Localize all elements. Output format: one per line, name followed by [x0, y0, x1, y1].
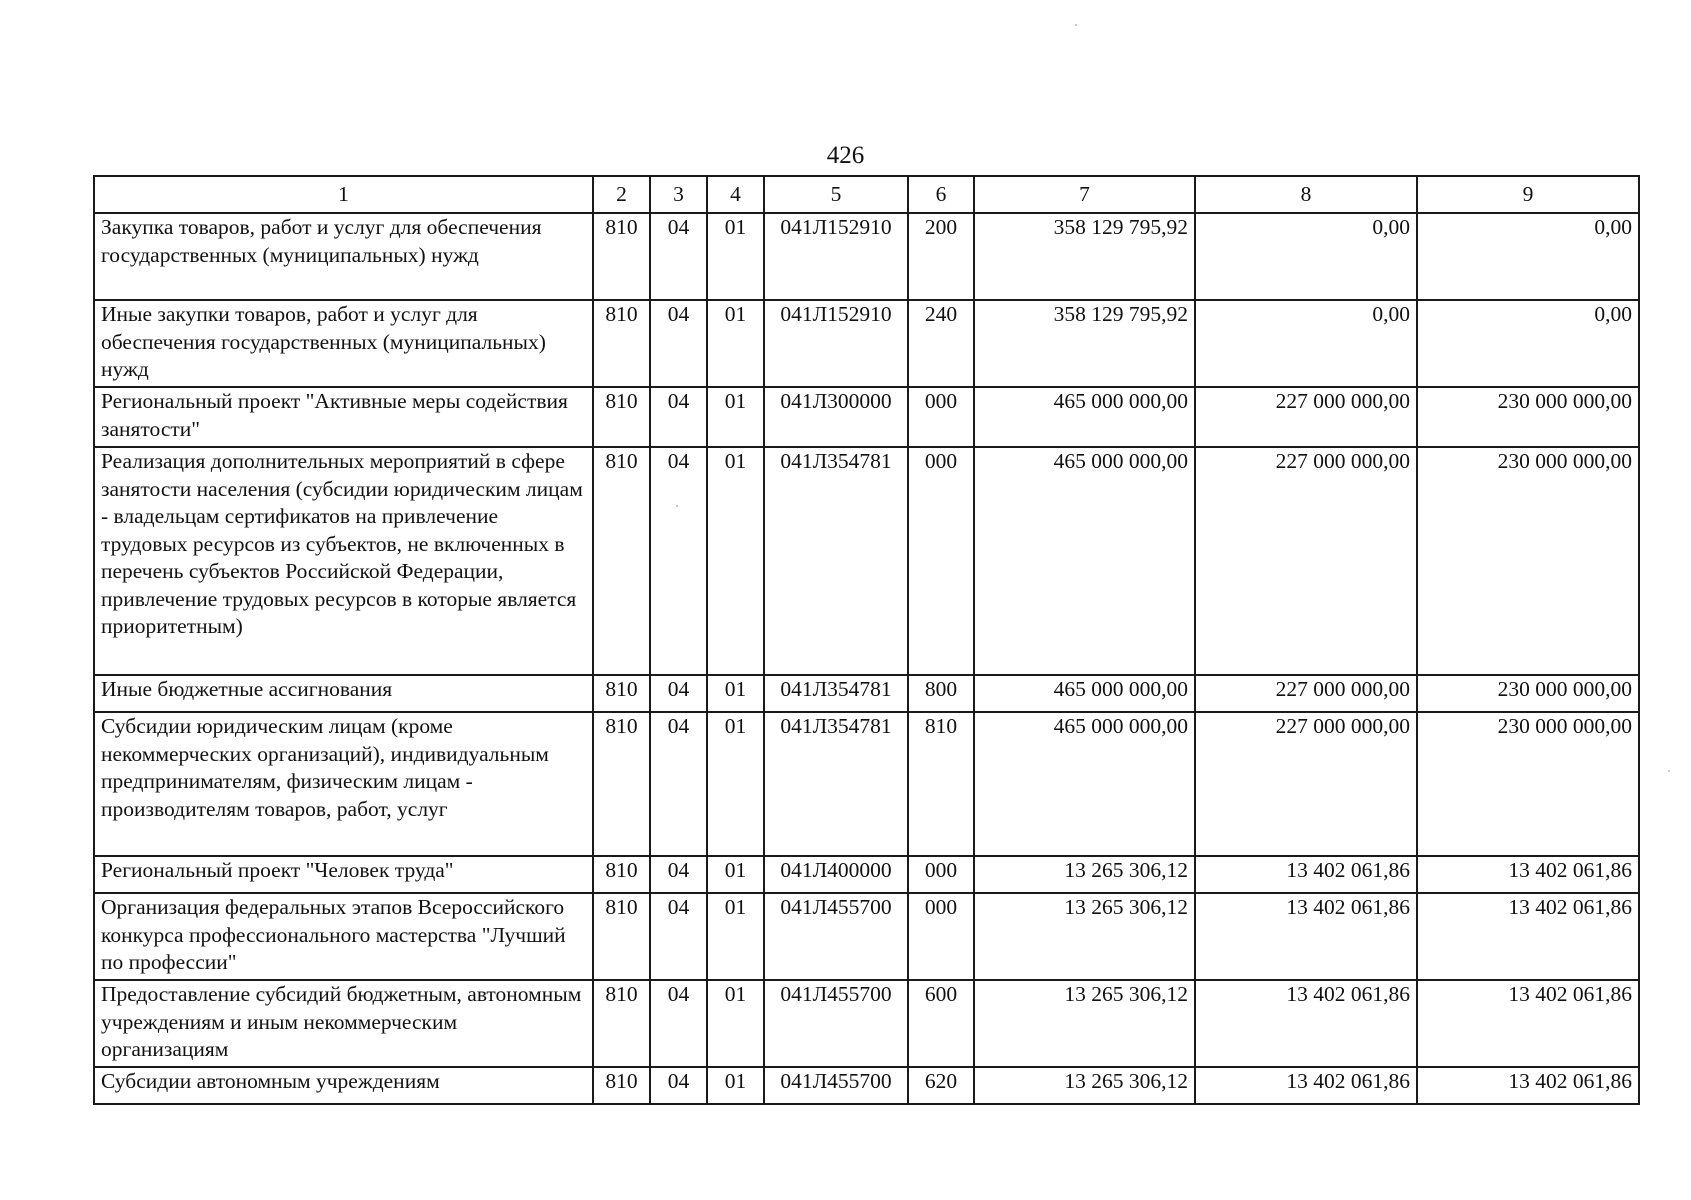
amount-col-7: 358 129 795,92	[974, 300, 1195, 387]
subsection-code: 01	[707, 980, 764, 1067]
section-code: 04	[650, 712, 707, 856]
table-row	[94, 675, 1639, 712]
expense-type-code: 000	[908, 893, 974, 980]
amount-col-9: 230 000 000,00	[1417, 675, 1639, 712]
target-article-code: 041Л152910	[764, 300, 908, 387]
table-row	[94, 893, 1639, 980]
subsection-code: 01	[707, 893, 764, 980]
scan-speck	[1668, 770, 1670, 772]
target-article-code: 041Л455700	[764, 980, 908, 1067]
amount-col-9: 0,00	[1417, 300, 1639, 387]
section-code: 04	[650, 300, 707, 387]
section-code: 04	[650, 675, 707, 712]
amount-col-7: 465 000 000,00	[974, 387, 1195, 447]
amount-col-8: 0,00	[1195, 300, 1417, 387]
section-code: 04	[650, 213, 707, 300]
expense-type-code: 240	[908, 300, 974, 387]
subsection-code: 01	[707, 856, 764, 893]
row-name: Региональный проект "Человек труда"	[94, 856, 593, 893]
amount-col-7: 465 000 000,00	[974, 712, 1195, 856]
expense-type-code: 620	[908, 1067, 974, 1104]
col-header-6: 6	[908, 176, 974, 213]
budget-table	[93, 175, 1640, 1105]
target-article-code: 041Л354781	[764, 712, 908, 856]
ved-code: 810	[593, 447, 650, 675]
scan-speck	[1075, 24, 1077, 26]
col-header-8: 8	[1195, 176, 1417, 213]
target-article-code: 041Л354781	[764, 675, 908, 712]
table-row	[94, 712, 1639, 856]
ved-code: 810	[593, 213, 650, 300]
row-name: Субсидии юридическим лицам (кроме некоммерческих организаций), индивидуальным предпринимателям, физическим лицам - производителям товаров, работ, услуг	[94, 712, 593, 856]
table-body	[94, 213, 1639, 1104]
amount-col-7: 13 265 306,12	[974, 856, 1195, 893]
subsection-code: 01	[707, 1067, 764, 1104]
ved-code: 810	[593, 980, 650, 1067]
amount-col-7: 13 265 306,12	[974, 980, 1195, 1067]
col-header-7: 7	[974, 176, 1195, 213]
ved-code: 810	[593, 1067, 650, 1104]
subsection-code: 01	[707, 712, 764, 856]
row-name: Субсидии автономным учреждениям	[94, 1067, 593, 1104]
ved-code: 810	[593, 712, 650, 856]
amount-col-9: 230 000 000,00	[1417, 712, 1639, 856]
subsection-code: 01	[707, 447, 764, 675]
row-name: Иные закупки товаров, работ и услуг для обеспечения государственных (муниципальных) нужд	[94, 300, 593, 387]
amount-col-8: 227 000 000,00	[1195, 675, 1417, 712]
section-code: 04	[650, 856, 707, 893]
amount-col-9: 230 000 000,00	[1417, 387, 1639, 447]
section-code: 04	[650, 893, 707, 980]
row-name: Предоставление субсидий бюджетным, автономным учреждениям и иным некоммерческим организациям	[94, 980, 593, 1067]
section-code: 04	[650, 447, 707, 675]
target-article-code: 041Л300000	[764, 387, 908, 447]
amount-col-9: 13 402 061,86	[1417, 856, 1639, 893]
amount-col-8: 13 402 061,86	[1195, 893, 1417, 980]
target-article-code: 041Л400000	[764, 856, 908, 893]
amount-col-7: 13 265 306,12	[974, 1067, 1195, 1104]
row-name: Региональный проект "Активные меры содействия занятости"	[94, 387, 593, 447]
col-header-1: 1	[94, 176, 593, 213]
amount-col-7: 358 129 795,92	[974, 213, 1195, 300]
ved-code: 810	[593, 675, 650, 712]
section-code: 04	[650, 387, 707, 447]
table-header	[94, 176, 1639, 213]
amount-col-8: 227 000 000,00	[1195, 447, 1417, 675]
expense-type-code: 200	[908, 213, 974, 300]
row-name: Иные бюджетные ассигнования	[94, 675, 593, 712]
section-code: 04	[650, 980, 707, 1067]
expense-type-code: 000	[908, 856, 974, 893]
ved-code: 810	[593, 300, 650, 387]
ved-code: 810	[593, 893, 650, 980]
amount-col-8: 13 402 061,86	[1195, 856, 1417, 893]
amount-col-8: 13 402 061,86	[1195, 980, 1417, 1067]
table-row	[94, 447, 1639, 675]
subsection-code: 01	[707, 675, 764, 712]
ved-code: 810	[593, 856, 650, 893]
ved-code: 810	[593, 387, 650, 447]
amount-col-8: 0,00	[1195, 213, 1417, 300]
scan-speck	[676, 505, 678, 507]
header-row	[94, 176, 1639, 213]
target-article-code: 041Л354781	[764, 447, 908, 675]
expense-type-code: 800	[908, 675, 974, 712]
expense-type-code: 000	[908, 387, 974, 447]
col-header-2: 2	[593, 176, 650, 213]
amount-col-8: 227 000 000,00	[1195, 712, 1417, 856]
amount-col-8: 227 000 000,00	[1195, 387, 1417, 447]
expense-type-code: 600	[908, 980, 974, 1067]
amount-col-9: 13 402 061,86	[1417, 980, 1639, 1067]
subsection-code: 01	[707, 387, 764, 447]
subsection-code: 01	[707, 213, 764, 300]
page-number: 426	[826, 142, 865, 169]
target-article-code: 041Л455700	[764, 893, 908, 980]
amount-col-8: 13 402 061,86	[1195, 1067, 1417, 1104]
amount-col-9: 13 402 061,86	[1417, 1067, 1639, 1104]
col-header-4: 4	[707, 176, 764, 213]
row-name: Реализация дополнительных мероприятий в сфере занятости населения (субсидии юридическим лицам - владельцам сертификатов на привлечение трудовых ресурсов из субъектов, не включенных в перечень субъектов Российской Федерации, привлечение трудовых ресурсов в которые является приоритетным)	[94, 447, 593, 675]
amount-col-9: 13 402 061,86	[1417, 893, 1639, 980]
col-header-5: 5	[764, 176, 908, 213]
table-row	[94, 856, 1639, 893]
amount-col-7: 465 000 000,00	[974, 675, 1195, 712]
row-name: Закупка товаров, работ и услуг для обеспечения государственных (муниципальных) нужд	[94, 213, 593, 300]
subsection-code: 01	[707, 300, 764, 387]
table-row	[94, 1067, 1639, 1104]
table-row	[94, 213, 1639, 300]
target-article-code: 041Л455700	[764, 1067, 908, 1104]
table-row	[94, 300, 1639, 387]
col-header-3: 3	[650, 176, 707, 213]
amount-col-9: 230 000 000,00	[1417, 447, 1639, 675]
row-name: Организация федеральных этапов Всероссийского конкурса профессионального мастерства "Лучший по профессии"	[94, 893, 593, 980]
table-row	[94, 980, 1639, 1067]
table-row	[94, 387, 1639, 447]
amount-col-9: 0,00	[1417, 213, 1639, 300]
expense-type-code: 000	[908, 447, 974, 675]
amount-col-7: 13 265 306,12	[974, 893, 1195, 980]
expense-type-code: 810	[908, 712, 974, 856]
section-code: 04	[650, 1067, 707, 1104]
col-header-9: 9	[1417, 176, 1639, 213]
amount-col-7: 465 000 000,00	[974, 447, 1195, 675]
target-article-code: 041Л152910	[764, 213, 908, 300]
